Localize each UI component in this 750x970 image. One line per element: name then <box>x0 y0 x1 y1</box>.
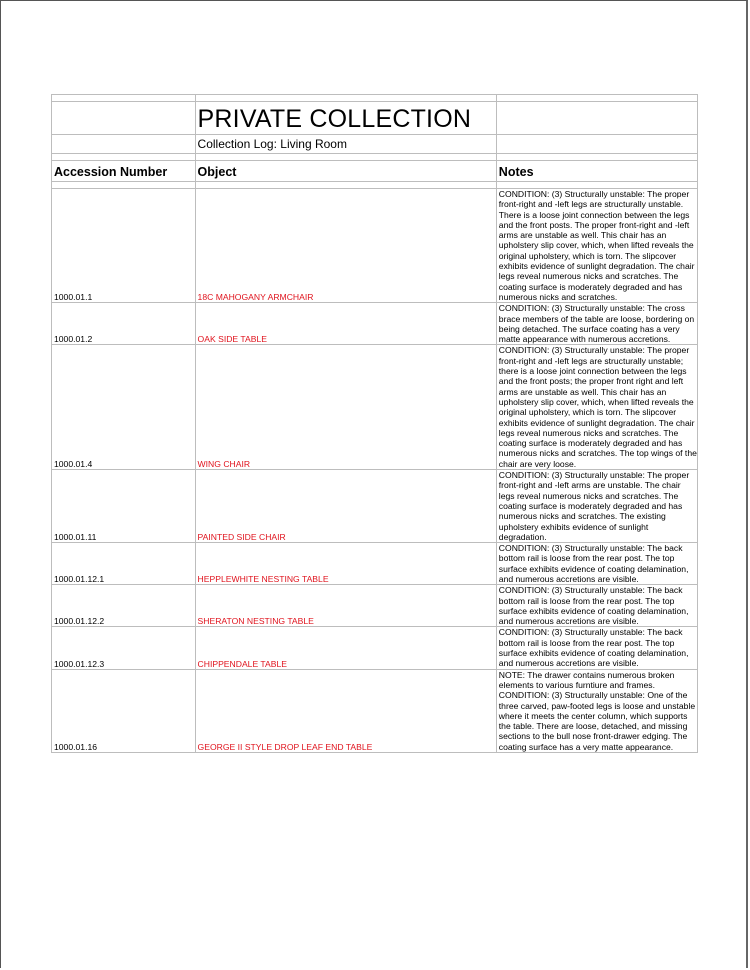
accession-number: 1000.01.12.3 <box>52 627 196 669</box>
header-row <box>52 161 698 182</box>
page-title: PRIVATE COLLECTION <box>197 105 472 133</box>
collection-log-table <box>51 94 698 753</box>
object-notes: CONDITION: (3) Structurally unstable: The back bottom rail is loose from the rear post. The top surface exhibits evidence of coating delamination, and numerous accretions are visible. <box>496 585 697 627</box>
header-notes: Notes <box>498 165 534 179</box>
object-name: HEPPLEWHITE NESTING TABLE <box>195 543 496 585</box>
table-row <box>52 585 698 627</box>
object-name: GEORGE II STYLE DROP LEAF END TABLE <box>195 669 496 752</box>
spacer-row <box>52 95 698 102</box>
table-row <box>52 303 698 345</box>
header-accession: Accession Number <box>54 165 168 179</box>
spacer-row <box>52 182 698 189</box>
table-row <box>52 345 698 470</box>
object-name: 18C MAHOGANY ARMCHAIR <box>195 189 496 303</box>
object-notes: CONDITION: (3) Structurally unstable: The proper front-right and -left arms are unstable. The chair legs reveal numerous nicks and scratches. The coating surface is moderately degraded and has numerous nicks and scratches. The existing upholstery exhibits evidence of sunlight degradation. <box>496 470 697 543</box>
object-name: CHIPPENDALE TABLE <box>195 627 496 669</box>
object-notes: CONDITION: (3) Structurally unstable: The back bottom rail is loose from the rear post. The top surface exhibits evidence of coating delamination, and numerous accretions are visible. <box>496 543 697 585</box>
object-name: SHERATON NESTING TABLE <box>195 585 496 627</box>
page-subtitle: Collection Log: Living Room <box>197 137 347 151</box>
spacer-row <box>52 154 698 161</box>
table-row <box>52 470 698 543</box>
object-notes: CONDITION: (3) Structurally unstable: The proper front-right and -left legs are structurally unstable; there is a loose joint connection between the legs and the front posts; the proper front right and left arms are unstable as well. This chair has an upholstery slip cover, which, when lifted reveals the original upholstery, which is torn. The slipcover exhibits evidence of sunlight degradation. The chair legs reveal numerous nicks and scratches. The coating surface is moderately degraded and has numerous nicks and scratches. The top wings of the chair are very loose. <box>496 345 697 470</box>
object-notes: NOTE: The drawer contains numerous broken elements to various furntiure and frames. CONDITION: (3) Structurally unstable: One of the three carved, paw-footed legs is loose and unstable where it meets the center column, which supports the table. There are loose, detached, and missing sections to the bull nose front-drawer edging. The coating surface has a very matte appearance. <box>496 669 697 752</box>
table-row <box>52 669 698 752</box>
object-notes: CONDITION: (3) Structurally unstable: The cross brace members of the table are loose, bordering on being detached. The surface coating has a very matte appearance with numerous accretions. <box>496 303 697 345</box>
accession-number: 1000.01.16 <box>52 669 196 752</box>
table-row <box>52 627 698 669</box>
object-name: OAK SIDE TABLE <box>195 303 496 345</box>
table-row <box>52 543 698 585</box>
accession-number: 1000.01.4 <box>52 345 196 470</box>
accession-number: 1000.01.11 <box>52 470 196 543</box>
accession-number: 1000.01.12.1 <box>52 543 196 585</box>
object-notes: CONDITION: (3) Structurally unstable: The proper front-right and -left legs are structurally unstable. There is a loose joint connection between the legs and the front posts. The proper front-right and -left arms are unstable as well. This chair has an upholstery slip cover, which, when lifted reveals the original upholstery, which is torn. The slipcover exhibits evidence of sunlight degradation. The chair legs reveal numerous nicks and scratches. The coating surface is moderately degraded and has numerous nicks and scratches. <box>496 189 697 303</box>
object-name: PAINTED SIDE CHAIR <box>195 470 496 543</box>
title-row <box>52 102 698 135</box>
table-row <box>52 189 698 303</box>
accession-number: 1000.01.1 <box>52 189 196 303</box>
accession-number: 1000.01.2 <box>52 303 196 345</box>
object-name: WING CHAIR <box>195 345 496 470</box>
object-notes: CONDITION: (3) Structurally unstable: The back bottom rail is loose from the rear post. The top surface exhibits evidence of coating delamination, and numerous accretions are visible. <box>496 627 697 669</box>
accession-number: 1000.01.12.2 <box>52 585 196 627</box>
subtitle-row <box>52 135 698 154</box>
header-object: Object <box>197 165 237 179</box>
